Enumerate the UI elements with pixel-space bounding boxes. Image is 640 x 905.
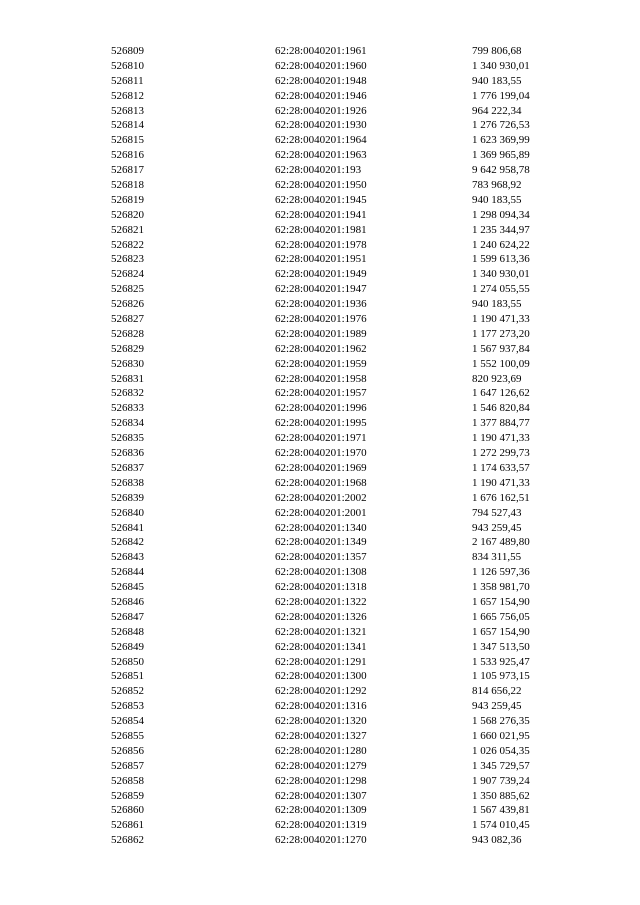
cadastral-number: 62:28:0040201:1961 — [275, 45, 367, 57]
cadastral-number: 62:28:0040201:1970 — [275, 447, 367, 460]
cadastral-number: 62:28:0040201:1957 — [275, 387, 367, 400]
cadastral-value: 1 240 624,22 — [472, 238, 530, 251]
row-number: 526859 — [111, 789, 144, 802]
cadastral-value: 1 546 820,84 — [472, 402, 530, 415]
cadastral-number: 62:28:0040201:1327 — [275, 729, 367, 742]
row-number: 526823 — [111, 253, 144, 266]
row-number: 526822 — [111, 238, 144, 251]
row-number: 526816 — [111, 149, 144, 162]
cadastral-value: 1 190 471,33 — [472, 432, 530, 445]
row-number: 526830 — [111, 357, 144, 370]
cadastral-number: 62:28:0040201:1948 — [275, 74, 367, 87]
row-number: 526827 — [111, 313, 144, 326]
cadastral-value: 1 776 199,04 — [472, 89, 530, 102]
cadastral-number: 62:28:0040201:1316 — [275, 700, 367, 713]
cadastral-number: 62:28:0040201:1976 — [275, 313, 367, 326]
row-number: 526834 — [111, 417, 144, 430]
row-number: 526840 — [111, 506, 144, 519]
table-row — [0, 818, 640, 833]
cadastral-number: 62:28:0040201:1300 — [275, 670, 367, 683]
cadastral-value: 799 806,68 — [472, 45, 522, 57]
cadastral-value: 1 345 729,57 — [472, 759, 530, 772]
cadastral-number: 62:28:0040201:1950 — [275, 179, 367, 192]
table-row — [0, 535, 640, 550]
cadastral-value: 1 274 055,55 — [472, 283, 530, 296]
cadastral-number: 62:28:0040201:1270 — [275, 834, 367, 847]
table-row — [0, 74, 640, 89]
table-row — [0, 193, 640, 208]
row-number: 526850 — [111, 655, 144, 668]
table-row — [0, 401, 640, 416]
cadastral-number: 62:28:0040201:193 — [275, 164, 362, 177]
table-row — [0, 595, 640, 610]
table-row — [0, 699, 640, 714]
cadastral-value: 1 657 154,90 — [472, 625, 530, 638]
cadastral-number: 62:28:0040201:2001 — [275, 506, 367, 519]
table-row — [0, 297, 640, 312]
cadastral-number: 62:28:0040201:1308 — [275, 566, 367, 579]
table-row — [0, 669, 640, 684]
table-row — [0, 267, 640, 282]
row-number: 526846 — [111, 595, 144, 608]
table-row — [0, 655, 640, 670]
cadastral-number: 62:28:0040201:1321 — [275, 625, 367, 638]
row-number: 526818 — [111, 179, 144, 192]
row-number: 526832 — [111, 387, 144, 400]
table-row — [0, 178, 640, 193]
row-number: 526841 — [111, 521, 144, 534]
cadastral-value: 943 259,45 — [472, 700, 522, 713]
cadastral-number: 62:28:0040201:1298 — [275, 774, 367, 787]
row-number: 526829 — [111, 342, 144, 355]
cadastral-number: 62:28:0040201:1951 — [275, 253, 367, 266]
row-number: 526815 — [111, 134, 144, 147]
row-number: 526855 — [111, 729, 144, 742]
cadastral-number: 62:28:0040201:1945 — [275, 193, 367, 206]
row-number: 526857 — [111, 759, 144, 772]
table-row — [0, 44, 640, 59]
cadastral-value: 940 183,55 — [472, 193, 522, 206]
cadastral-value: 940 183,55 — [472, 74, 522, 87]
table-row — [0, 684, 640, 699]
row-number: 526814 — [111, 119, 144, 132]
row-number: 526836 — [111, 447, 144, 460]
cadastral-value: 783 968,92 — [472, 179, 522, 192]
table-row — [0, 833, 640, 848]
table-row — [0, 148, 640, 163]
table-row — [0, 252, 640, 267]
row-number: 526849 — [111, 640, 144, 653]
cadastral-value: 1 272 299,73 — [472, 447, 530, 460]
row-number: 526838 — [111, 476, 144, 489]
cadastral-number: 62:28:0040201:1292 — [275, 685, 367, 698]
row-number: 526844 — [111, 566, 144, 579]
row-number: 526810 — [111, 59, 144, 72]
row-number: 526842 — [111, 536, 144, 549]
table-row — [0, 759, 640, 774]
table-row — [0, 208, 640, 223]
cadastral-value: 1 665 756,05 — [472, 610, 530, 623]
table-row — [0, 774, 640, 789]
cadastral-number: 62:28:0040201:1949 — [275, 268, 367, 281]
cadastral-number: 62:28:0040201:1978 — [275, 238, 367, 251]
row-number: 526851 — [111, 670, 144, 683]
table-row — [0, 506, 640, 521]
cadastral-value: 1 533 925,47 — [472, 655, 530, 668]
cadastral-value: 834 311,55 — [472, 551, 522, 564]
cadastral-value: 1 623 369,99 — [472, 134, 530, 147]
table-row — [0, 282, 640, 297]
row-number: 526860 — [111, 804, 144, 817]
cadastral-number: 62:28:0040201:1307 — [275, 789, 367, 802]
table-row — [0, 89, 640, 104]
cadastral-value: 814 656,22 — [472, 685, 522, 698]
cadastral-value: 943 082,36 — [472, 834, 522, 847]
cadastral-number: 62:28:0040201:1279 — [275, 759, 367, 772]
cadastral-number: 62:28:0040201:1971 — [275, 432, 367, 445]
cadastral-value: 9 642 958,78 — [472, 164, 530, 177]
cadastral-number: 62:28:0040201:1309 — [275, 804, 367, 817]
cadastral-value: 1 026 054,35 — [472, 744, 530, 757]
row-number: 526828 — [111, 327, 144, 340]
table-row — [0, 133, 640, 148]
cadastral-number: 62:28:0040201:1981 — [275, 223, 367, 236]
cadastral-value: 1 105 973,15 — [472, 670, 530, 683]
cadastral-number: 62:28:0040201:1926 — [275, 104, 367, 117]
row-number: 526862 — [111, 834, 144, 847]
cadastral-number: 62:28:0040201:1930 — [275, 119, 367, 132]
cadastral-value: 1 377 884,77 — [472, 417, 530, 430]
row-number: 526852 — [111, 685, 144, 698]
cadastral-value: 1 126 597,36 — [472, 566, 530, 579]
table-row — [0, 386, 640, 401]
table-row — [0, 163, 640, 178]
row-number: 526813 — [111, 104, 144, 117]
table-row — [0, 461, 640, 476]
cadastral-number: 62:28:0040201:1280 — [275, 744, 367, 757]
cadastral-value: 1 276 726,53 — [472, 119, 530, 132]
table-row — [0, 521, 640, 536]
table-row — [0, 446, 640, 461]
row-number: 526861 — [111, 819, 144, 832]
table-row — [0, 238, 640, 253]
cadastral-number: 62:28:0040201:1319 — [275, 819, 367, 832]
cadastral-value: 820 923,69 — [472, 372, 522, 385]
row-number: 526825 — [111, 283, 144, 296]
cadastral-number: 62:28:0040201:1962 — [275, 342, 367, 355]
cadastral-value: 1 190 471,33 — [472, 476, 530, 489]
cadastral-number: 62:28:0040201:1969 — [275, 461, 367, 474]
table-row — [0, 714, 640, 729]
cadastral-number: 62:28:0040201:1320 — [275, 715, 367, 728]
data-table — [0, 44, 640, 848]
row-number: 526845 — [111, 581, 144, 594]
cadastral-value: 1 358 981,70 — [472, 581, 530, 594]
table-row — [0, 104, 640, 119]
cadastral-value: 1 177 273,20 — [472, 327, 530, 340]
cadastral-number: 62:28:0040201:2002 — [275, 491, 367, 504]
row-number: 526819 — [111, 193, 144, 206]
table-row — [0, 431, 640, 446]
table-row — [0, 357, 640, 372]
cadastral-number: 62:28:0040201:1340 — [275, 521, 367, 534]
row-number: 526856 — [111, 744, 144, 757]
table-row — [0, 729, 640, 744]
cadastral-value: 1 660 021,95 — [472, 729, 530, 742]
cadastral-number: 62:28:0040201:1960 — [275, 59, 367, 72]
cadastral-value: 1 567 439,81 — [472, 804, 530, 817]
table-row — [0, 118, 640, 133]
cadastral-number: 62:28:0040201:1322 — [275, 595, 367, 608]
cadastral-value: 1 350 885,62 — [472, 789, 530, 802]
row-number: 526824 — [111, 268, 144, 281]
row-number: 526817 — [111, 164, 144, 177]
row-number: 526833 — [111, 402, 144, 415]
cadastral-value: 1 340 930,01 — [472, 59, 530, 72]
table-row — [0, 312, 640, 327]
row-number: 526854 — [111, 715, 144, 728]
cadastral-value: 1 369 965,89 — [472, 149, 530, 162]
cadastral-value: 1 599 613,36 — [472, 253, 530, 266]
table-row — [0, 580, 640, 595]
cadastral-number: 62:28:0040201:1947 — [275, 283, 367, 296]
cadastral-value: 794 527,43 — [472, 506, 522, 519]
table-row — [0, 491, 640, 506]
cadastral-number: 62:28:0040201:1941 — [275, 208, 367, 221]
row-number: 526820 — [111, 208, 144, 221]
cadastral-number: 62:28:0040201:1968 — [275, 476, 367, 489]
table-row — [0, 416, 640, 431]
table-row — [0, 789, 640, 804]
cadastral-number: 62:28:0040201:1964 — [275, 134, 367, 147]
cadastral-value: 1 676 162,51 — [472, 491, 530, 504]
cadastral-value: 964 222,34 — [472, 104, 522, 117]
cadastral-value: 1 657 154,90 — [472, 595, 530, 608]
table-row — [0, 327, 640, 342]
cadastral-value: 1 347 513,50 — [472, 640, 530, 653]
table-row — [0, 223, 640, 238]
cadastral-value: 940 183,55 — [472, 298, 522, 311]
cadastral-value: 2 167 489,80 — [472, 536, 530, 549]
row-number: 526843 — [111, 551, 144, 564]
table-row — [0, 803, 640, 818]
cadastral-value: 1 574 010,45 — [472, 819, 530, 832]
cadastral-value: 1 647 126,62 — [472, 387, 530, 400]
row-number: 526835 — [111, 432, 144, 445]
cadastral-value: 1 907 739,24 — [472, 774, 530, 787]
row-number: 526809 — [111, 45, 144, 57]
cadastral-value: 1 190 471,33 — [472, 313, 530, 326]
cadastral-value: 943 259,45 — [472, 521, 522, 534]
cadastral-number: 62:28:0040201:1936 — [275, 298, 367, 311]
cadastral-number: 62:28:0040201:1946 — [275, 89, 367, 102]
row-number: 526831 — [111, 372, 144, 385]
cadastral-value: 1 340 930,01 — [472, 268, 530, 281]
row-number: 526839 — [111, 491, 144, 504]
row-number: 526847 — [111, 610, 144, 623]
cadastral-number: 62:28:0040201:1341 — [275, 640, 367, 653]
table-row — [0, 372, 640, 387]
row-number: 526821 — [111, 223, 144, 236]
row-number: 526848 — [111, 625, 144, 638]
table-row — [0, 59, 640, 74]
cadastral-number: 62:28:0040201:1995 — [275, 417, 367, 430]
table-row — [0, 640, 640, 655]
cadastral-number: 62:28:0040201:1326 — [275, 610, 367, 623]
cadastral-number: 62:28:0040201:1958 — [275, 372, 367, 385]
cadastral-number: 62:28:0040201:1989 — [275, 327, 367, 340]
cadastral-number: 62:28:0040201:1996 — [275, 402, 367, 415]
cadastral-number: 62:28:0040201:1291 — [275, 655, 367, 668]
cadastral-number: 62:28:0040201:1963 — [275, 149, 367, 162]
row-number: 526812 — [111, 89, 144, 102]
cadastral-number: 62:28:0040201:1357 — [275, 551, 367, 564]
row-number: 526826 — [111, 298, 144, 311]
cadastral-number: 62:28:0040201:1959 — [275, 357, 367, 370]
table-row — [0, 342, 640, 357]
table-row — [0, 476, 640, 491]
row-number: 526858 — [111, 774, 144, 787]
cadastral-number: 62:28:0040201:1349 — [275, 536, 367, 549]
cadastral-value: 1 568 276,35 — [472, 715, 530, 728]
row-number: 526853 — [111, 700, 144, 713]
table-row — [0, 625, 640, 640]
table-row — [0, 610, 640, 625]
cadastral-value: 1 552 100,09 — [472, 357, 530, 370]
cadastral-number: 62:28:0040201:1318 — [275, 581, 367, 594]
table-row — [0, 744, 640, 759]
cadastral-value: 1 298 094,34 — [472, 208, 530, 221]
cadastral-value: 1 235 344,97 — [472, 223, 530, 236]
table-row — [0, 565, 640, 580]
row-number: 526837 — [111, 461, 144, 474]
table-row — [0, 550, 640, 565]
cadastral-value: 1 567 937,84 — [472, 342, 530, 355]
cadastral-value: 1 174 633,57 — [472, 461, 530, 474]
row-number: 526811 — [111, 74, 144, 87]
